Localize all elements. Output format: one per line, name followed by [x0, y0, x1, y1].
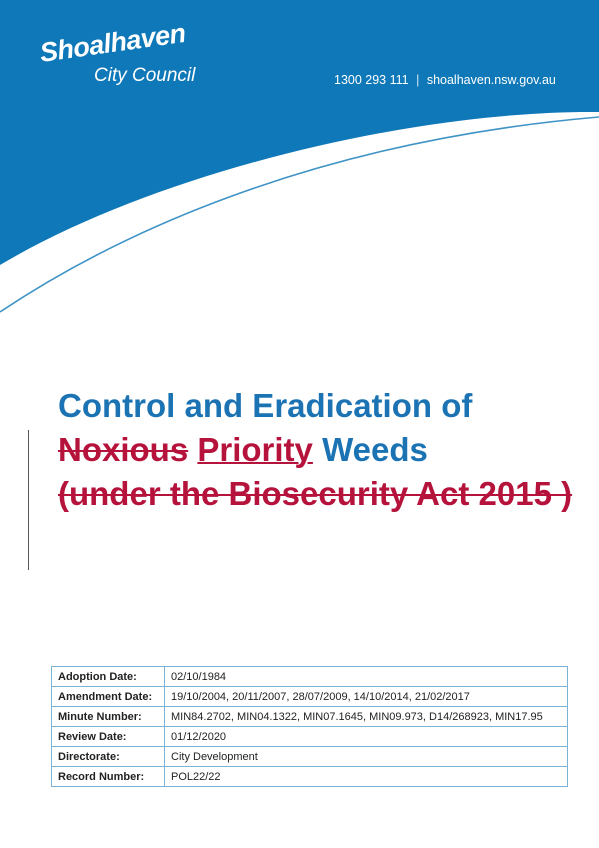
detail-label: Review Date:	[52, 727, 165, 747]
detail-label: Record Number:	[52, 767, 165, 787]
table-row	[52, 707, 568, 727]
detail-value: 01/12/2020	[165, 727, 568, 747]
table-row	[52, 747, 568, 767]
detail-label: Directorate:	[52, 747, 165, 767]
phone-number: 1300 293 111	[334, 73, 409, 87]
title-word-weeds: Weeds	[322, 431, 428, 468]
title-inserted-word: Priority	[197, 431, 313, 468]
revision-margin-bar	[28, 430, 29, 570]
title-deleted-tail: (under the Biosecurity Act 2015 )	[58, 475, 573, 512]
logo-subtitle: City Council	[94, 65, 196, 86]
detail-value: MIN84.2702, MIN04.1322, MIN07.1645, MIN09.973, D14/268923, MIN17.95	[165, 707, 568, 727]
detail-label: Minute Number:	[52, 707, 165, 727]
table-row	[52, 667, 568, 687]
title-deleted-word: Noxious	[58, 431, 189, 468]
title-line-1: Control and Eradication of	[58, 387, 473, 424]
document-title	[58, 384, 578, 516]
document-details-table	[51, 666, 568, 787]
logo-wordmark: Shoalhaven	[37, 17, 188, 68]
detail-value: 02/10/1984	[165, 667, 568, 687]
detail-value: POL22/22	[165, 767, 568, 787]
council-logo	[37, 17, 196, 87]
detail-label: Amendment Date:	[52, 687, 165, 707]
contact-separator: |	[416, 73, 420, 87]
detail-value: City Development	[165, 747, 568, 767]
website-address: shoalhaven.nsw.gov.au	[426, 73, 556, 87]
detail-label: Adoption Date:	[52, 667, 165, 687]
detail-value: 19/10/2004, 20/11/2007, 28/07/2009, 14/10/2014, 21/02/2017	[165, 687, 568, 707]
table-row	[52, 727, 568, 747]
table-row	[52, 767, 568, 787]
contact-details	[334, 73, 556, 87]
table-row	[52, 687, 568, 707]
